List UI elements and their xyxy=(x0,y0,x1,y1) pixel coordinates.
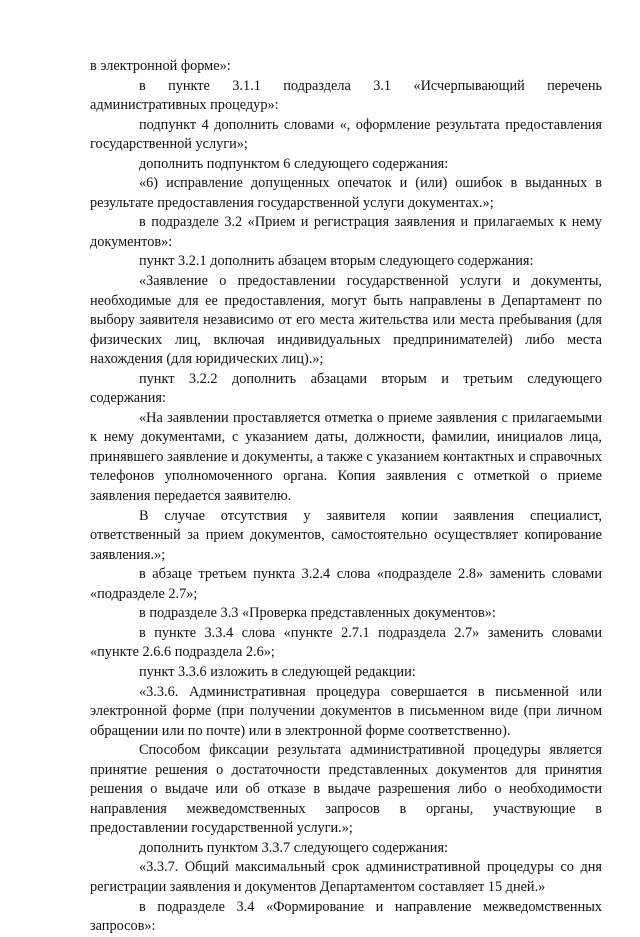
paragraph: в подразделе 3.3 «Проверка представленных документов»: xyxy=(139,605,496,622)
paragraph: В случае отсутствия у заявителя копии заявления специалист, ответственный за прием документов, самостоятельно осуществляет копирование заявления.»; xyxy=(90,507,602,563)
paragraph: пункт 3.2.1 дополнить абзацем вторым следующего содержания: xyxy=(139,253,534,270)
paragraph: «На заявлении проставляется отметка о приеме заявления с прилагаемыми к нему документами, с указанием даты, должности, фамилии, инициалов лица, принявшего заявление и документы, а также с указанием контактных и справочных телефонов уполномоченного органа. Копия заявления с отметкой о приеме заявления передается заявителю. xyxy=(90,409,602,505)
paragraph: «6) исправление допущенных опечаток и (или) ошибок в выданных в результате предоставления государственной услуги документах.»; xyxy=(90,175,602,211)
document-body xyxy=(90,57,602,937)
paragraph: «3.3.6. Административная процедура совершается в письменной или электронной форме (при получении документов в письменном виде (при личном обращении или по почте) или в электронной форме соответственно). xyxy=(90,683,602,739)
paragraph: «Заявление о предоставлении государственной услуги и документы, необходимые для ее предоставления, могут быть направлены в Департамент по выбору заявителя независимо от его места жительства или места пребывания (для физических лиц, включая индивидуальных предпринимателей) либо места нахождения (для юридических лиц).»; xyxy=(90,273,602,368)
paragraph: «3.3.7. Общий максимальный срок административной процедуры со дня регистрации заявления и документов Департаментом составляет 15 дней.» xyxy=(90,859,602,895)
paragraph: в пункте 3.3.4 слова «пункте 2.7.1 подраздела 2.7» заменить словами «пункте 2.6.6 подраздела 2.6»; xyxy=(90,624,602,661)
paragraph: в подразделе 3.4 «Формирование и направление межведомственных запросов»: xyxy=(90,898,602,935)
paragraph: пункт 3.3.6 изложить в следующей редакции: xyxy=(139,663,416,680)
paragraph: в электронной форме»: xyxy=(90,58,231,74)
paragraph: дополнить пунктом 3.3.7 следующего содержания: xyxy=(139,839,448,856)
paragraph: в пункте 3.1.1 подраздела 3.1 «Исчерпывающий перечень административных процедур»: xyxy=(90,77,602,114)
paragraph: дополнить подпунктом 6 следующего содержания: xyxy=(139,155,449,172)
paragraph: пункт 3.2.2 дополнить абзацами вторым и третьим следующего содержания: xyxy=(90,370,602,407)
paragraph: в подразделе 3.2 «Прием и регистрация заявления и прилагаемых к нему документов»: xyxy=(90,214,602,250)
paragraph: Способом фиксации результата административной процедуры является принятие решения о достаточности представленных документов для принятия решения о выдаче или об отказе в выдаче разрешения либо о необходимости направления межведомственных запросов в органы, участвующие в предоставлении государственной услуги.»; xyxy=(90,742,602,837)
paragraph: подпункт 4 дополнить словами «, оформление результата предоставления государственной услуги»; xyxy=(90,116,602,153)
paragraph: в абзаце третьем пункта 3.2.4 слова «подразделе 2.8» заменить словами «подразделе 2.7»; xyxy=(90,566,602,602)
